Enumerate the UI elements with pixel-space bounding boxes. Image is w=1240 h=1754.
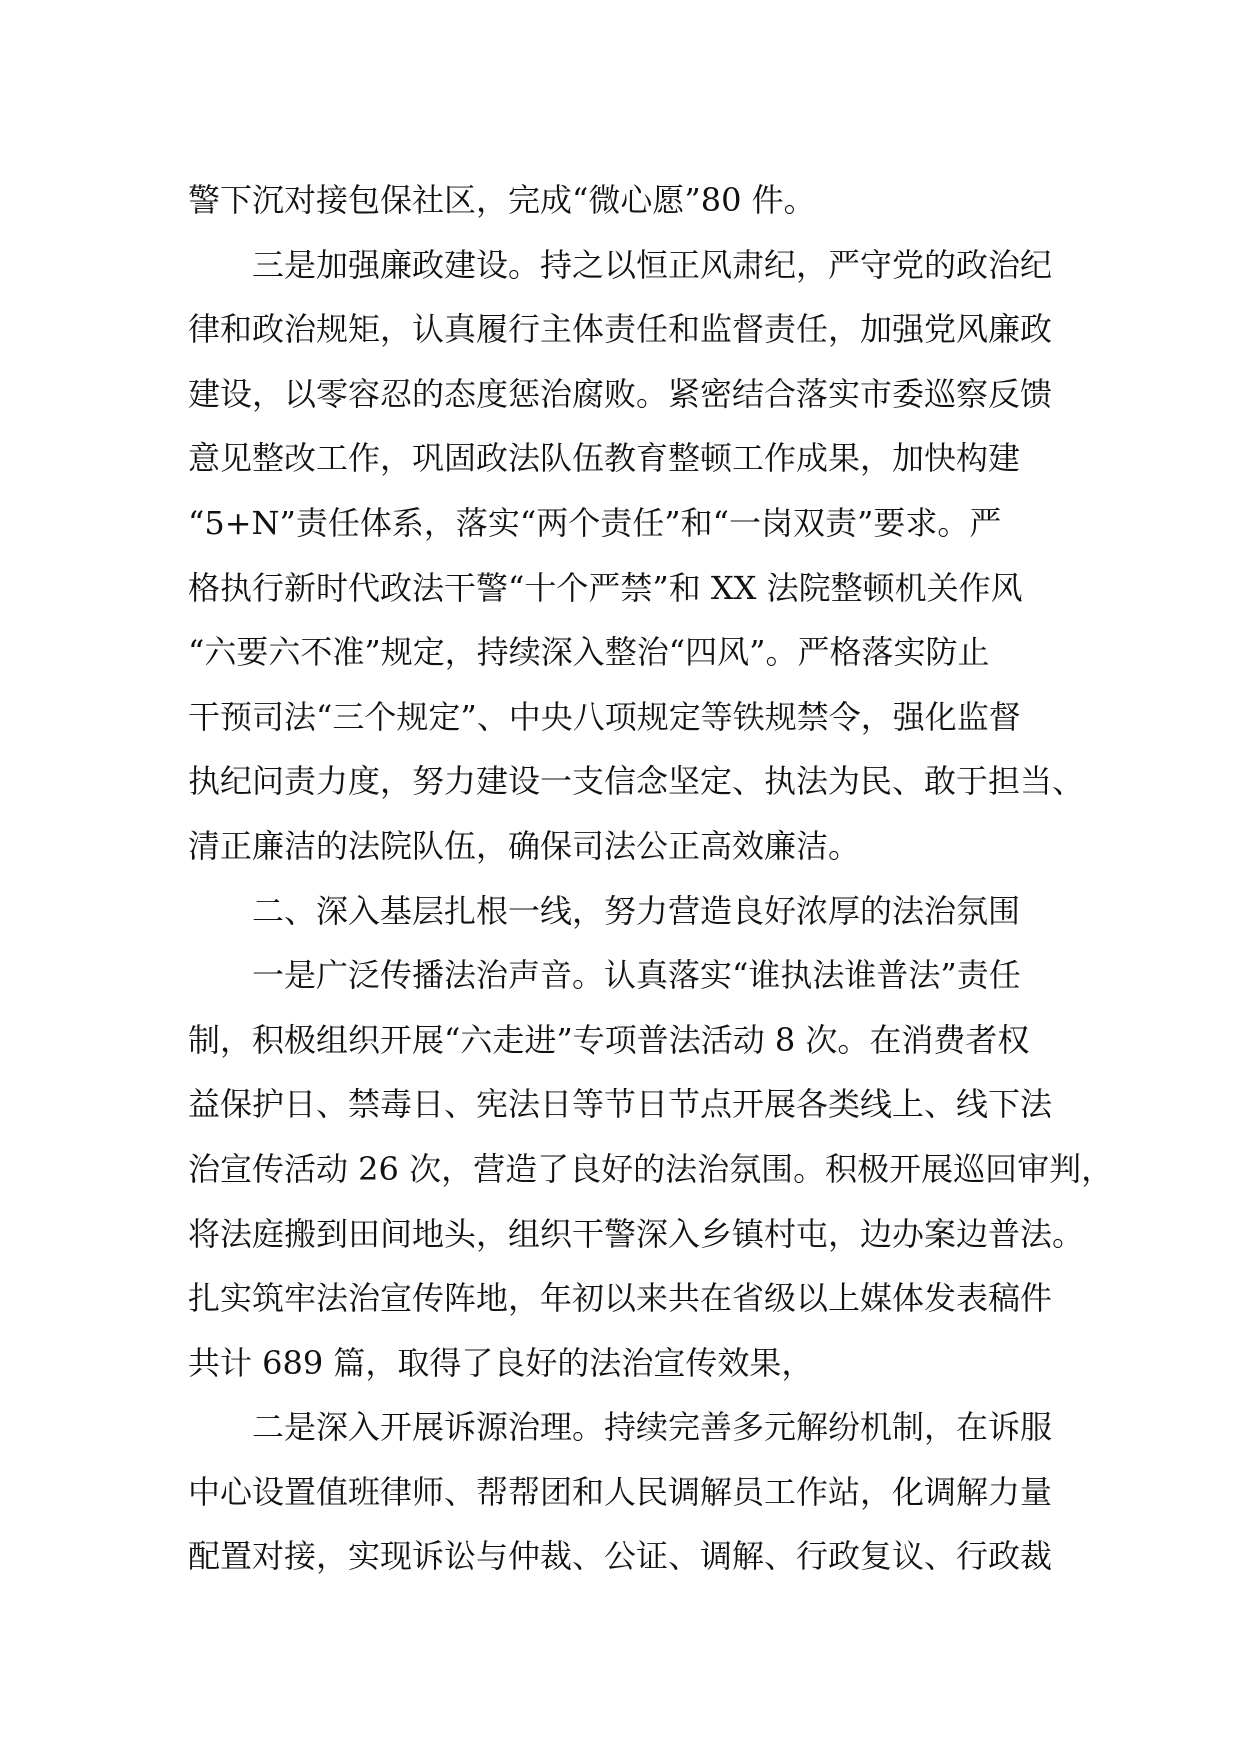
text-line: 意见整改工作，巩固政法队伍教育整顿工作成果，加快构建 xyxy=(188,439,1021,478)
text-line: 配置对接，实现诉讼与仲裁、公证、调解、行政复议、行政裁 xyxy=(188,1537,1053,1576)
text-line: 二是深入开展诉源治理。持续完善多元解纷机制，在诉服 xyxy=(252,1408,1053,1447)
text-line: 格执行新时代政法干警“十个严禁”和 XX 法院整顿机关作风 xyxy=(188,568,1023,607)
text-line: 中心设置值班律师、帮帮团和人民调解员工作站，化调解力量 xyxy=(188,1472,1053,1511)
text-line: 三是加强廉政建设。持之以恒正风肃纪，严守党的政治纪 xyxy=(252,245,1053,284)
text-line: 益保护日、禁毒日、宪法日等节日节点开展各类线上、线下法 xyxy=(188,1085,1053,1124)
text-line: 建设，以零容忍的态度惩治腐败。紧密结合落实市委巡察反馈 xyxy=(188,374,1053,413)
document-body xyxy=(188,168,1114,1589)
text-line: 将法庭搬到田间地头，组织干警深入乡镇村屯，边办案边普法。 xyxy=(188,1214,1085,1253)
text-line: “5+N”责任体系，落实“两个责任”和“一岗双责”要求。严 xyxy=(188,503,1002,542)
text-line: 执纪问责力度，努力建设一支信念坚定、执法为民、敢于担当、 xyxy=(188,762,1085,801)
text-line: “六要六不准”规定，持续深入整治“四风”。严格落实防止 xyxy=(188,633,990,672)
text-line: 共计 689 篇，取得了良好的法治宣传效果， xyxy=(188,1343,814,1382)
text-line: 二、深入基层扎根一线，努力营造良好浓厚的法治氛围 xyxy=(252,891,1021,930)
text-line: 清正廉洁的法院队伍，确保司法公正高效廉洁。 xyxy=(188,826,861,865)
text-line: 一是广泛传播法治声音。认真落实“谁执法谁普法”责任 xyxy=(252,956,1021,995)
text-line: 治宣传活动 26 次，营造了良好的法治氛围。积极开展巡回审判， xyxy=(188,1149,1114,1188)
text-line: 扎实筑牢法治宣传阵地，年初以来共在省级以上媒体发表稿件 xyxy=(188,1279,1053,1318)
text-line: 警下沉对接包保社区，完成“微心愿”80 件。 xyxy=(188,181,816,219)
text-line: 干预司法“三个规定”、中央八项规定等铁规禁令，强化监督 xyxy=(188,697,1021,736)
text-line: 律和政治规矩，认真履行主体责任和监督责任，加强党风廉政 xyxy=(188,310,1053,349)
text-line: 制，积极组织开展“六走进”专项普法活动 8 次。在消费者权 xyxy=(188,1020,1030,1059)
